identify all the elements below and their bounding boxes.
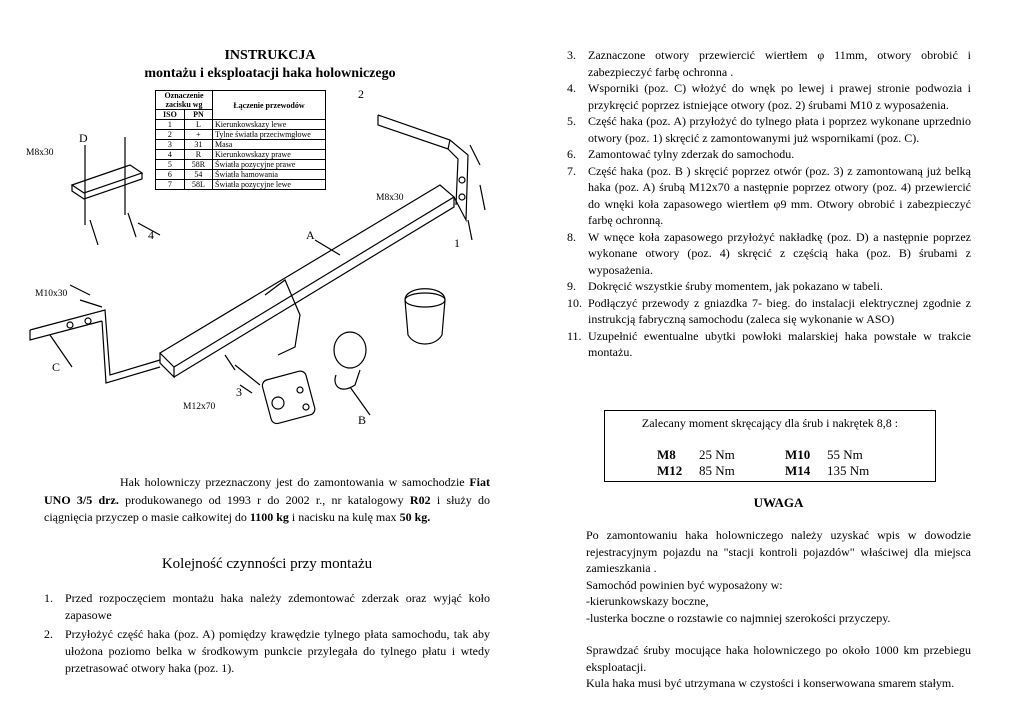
label-1: 1 — [454, 236, 460, 250]
warning-heading: UWAGA — [753, 495, 804, 510]
label-a: A — [306, 228, 315, 242]
wiring-header-group: Oznaczenie zacisku wg — [156, 91, 213, 110]
steps-heading: Kolejność czynności przy montażu — [161, 556, 373, 572]
wiring-cell-iso: 5 — [156, 160, 185, 170]
note-check-bolts: Sprawdzać śruby mocujące haka holowniczego po około 1000 km przebiegu eksploatacji. — [586, 643, 971, 674]
wiring-cell-iso: 2 — [156, 130, 185, 140]
step-text: Zamontować tylny zderzak do samochodu. — [588, 147, 795, 161]
step-item — [44, 590, 490, 624]
wiring-cell-desc: Światła pozycyjne prawe — [213, 160, 326, 170]
wiring-cell-iso: 4 — [156, 150, 185, 160]
torque-m14: M14 135 Nm — [785, 463, 870, 478]
step-text: Dokręcić wszystkie śruby momentem, jak pokazano w tabeli. — [588, 279, 883, 293]
step-number: 2. — [44, 627, 53, 641]
max-load: 50 kg. — [399, 510, 431, 524]
step-text: Zaznaczone otwory przewiercić wiertłem φ 11mm, otwory obrobić i zabezpieczyć farbę ochronna . — [588, 48, 971, 79]
wiring-cell-desc: Światła pozycyjne lewe — [213, 180, 326, 190]
note-registration: Po zamontowaniu haka holowniczego należy uzyskać wpis w dowodzie rejestracyjnym pojazdu na "stacji kontroli pojazdów" właściwej dla miejsca zamieszkania . — [586, 528, 971, 575]
wiring-cell-pn: 54 — [184, 170, 212, 180]
label-m8x30-left: M8x30 — [26, 148, 54, 158]
catalog-number: R02 — [409, 492, 431, 507]
wiring-cell-pn: 58R — [184, 160, 212, 170]
document-subtitle: montażu i eksploatacji haka holowniczego — [144, 66, 396, 81]
electrical-socket — [405, 289, 445, 344]
wiring-cell-desc: Światła hamowania — [213, 170, 326, 180]
step-number: 10. — [567, 295, 582, 310]
step-number: 4. — [567, 81, 576, 95]
step-item — [567, 278, 971, 295]
step-item — [567, 295, 971, 328]
wiring-col-iso: ISO — [156, 110, 185, 120]
wiring-cell-pn: 58L — [184, 180, 212, 190]
wiring-col-pn: PN — [184, 110, 212, 120]
plate-d — [72, 137, 142, 225]
step-number: 8. — [567, 229, 576, 244]
note-mirrors: -lusterka boczne o rozstawie co najmniej szerokości przyczepy. — [586, 610, 891, 625]
label-3: 3 — [236, 385, 242, 399]
step-number: 5. — [567, 114, 576, 128]
wiring-cell-iso: 7 — [156, 180, 185, 190]
step-number: 7. — [567, 163, 576, 178]
label-m8x30-right: M8x30 — [376, 193, 404, 203]
bolts — [70, 145, 485, 385]
torque-title: Zalecany moment skręcający dla śrub i nakrętek 8,8 : — [641, 416, 899, 430]
wiring-cell-pn: 31 — [184, 140, 212, 150]
step-text: Przyłożyć część haka (poz. A) pomiędzy krawędzie tylnego płata samochodu, tak aby ułożona poziomo belka w środkowym punkcie przylegała do tylnego płatu i wtedy przetrasować otwory haka (poz. 1). — [65, 627, 490, 675]
max-mass: 1100 kg — [249, 510, 289, 524]
steps-list-left — [44, 590, 490, 679]
wiring-cell-desc: Masa — [213, 140, 326, 150]
label-m12x70: M12x70 — [183, 402, 216, 412]
note-ball-maintenance: Kula haka musi być utrzymana w czystości i konserwowana smarem stałym. — [586, 676, 955, 690]
wiring-cell-iso: 3 — [156, 140, 185, 150]
warning-notes — [586, 527, 971, 692]
label-4: 4 — [148, 228, 154, 242]
step-number: 3. — [567, 48, 576, 62]
towbar-beam — [160, 185, 454, 377]
note-indicators: -kierunkowskazy boczne, — [586, 594, 709, 608]
step-number: 9. — [567, 279, 576, 293]
wiring-cell-desc: Tylne światła przeciwmgłowe — [213, 130, 326, 140]
torque-m12: M12 85 Nm — [657, 463, 735, 478]
wiring-header-connection: Łączenie przewodów — [213, 91, 326, 120]
note-equipment: Samochód powinien być wyposażony w: — [586, 577, 783, 592]
step-item — [567, 146, 971, 163]
step-item — [567, 328, 971, 361]
step-text: Wsporniki (poz. C) włożyć do wnęk po lewej i prawej stronie podwozia i przykręcić poprzez istniejące otwory (poz. 2) śrubami M10 z wyposażenia. — [588, 81, 971, 112]
step-number: 6. — [567, 147, 576, 161]
left-bracket — [30, 310, 160, 383]
car-model: Fiat UNO 3/5 drz. — [44, 475, 490, 507]
step-text: W wnęce koła zapasowego przyłożyć nakładkę (poz. D) a następnie poprzez wykonane otwory (poz. 4) skręcić z częścią haka (poz. B) śrubami z wyposażenia. — [588, 229, 971, 277]
step-item — [567, 47, 971, 80]
label-2: 2 — [358, 87, 364, 101]
label-c: C — [52, 360, 61, 374]
step-text: Podłączyć przewody z gniazdka 7- bieg. do instalacji elektrycznej zgodnie z instrukcją fabryczną samochodu (zaleca się wykonanie w ASO) — [588, 295, 971, 326]
step-item — [567, 113, 971, 146]
wiring-cell-pn: + — [184, 130, 212, 140]
step-item — [44, 626, 490, 677]
step-item — [567, 80, 971, 113]
wiring-cell-iso: 1 — [156, 120, 185, 130]
step-number: 11. — [567, 328, 582, 343]
step-item — [567, 229, 971, 279]
steps-list-right — [567, 47, 971, 361]
torque-table — [604, 410, 936, 482]
step-text: Przed rozpoczęciem montażu haka należy zdemontować zderzak oraz wyjąć koło zapasowe — [65, 591, 490, 622]
document-title: INSTRUKCJA — [224, 48, 316, 63]
wiring-cell-pn: R — [184, 150, 212, 160]
step-text: Część haka (poz. A) przyłożyć do tylnego płata i poprzez wykonane uprzednio otwory (poz. 1) skręcić z zamontowanymi już wspornikami (poz. C). — [588, 114, 971, 145]
step-number: 1. — [44, 591, 53, 605]
ball-hook — [261, 280, 366, 425]
wiring-cell-desc: Kierunkowskazy prawe — [213, 150, 326, 160]
wiring-cell-pn: L — [184, 120, 212, 130]
label-b: B — [358, 413, 367, 427]
label-m10x30: M10x30 — [35, 289, 68, 299]
towbar-description: Hak holowniczy przeznaczony jest do zamontowania w samochodzie Fiat UNO 3/5 drz. produkowanego od 1993 r do 2002 r., nr katalogowy R02 i służy do ciągnięcia przyczep o masie całkowitej do 1100 kg i nacisku na kulę max 50 kg. — [44, 475, 490, 524]
step-text: Część haka (poz. B ) skręcić poprzez otwór (poz. 3) z zamontowaną już belką haka (poz. A) śrubą M12x70 a następnie poprzez otwory (poz. 4) przewiercić do wnęki koła zapasowego wiertłem φ9 mm. Otwory obrobić i zabezpieczyć farbę ochronną. — [588, 163, 971, 227]
torque-m10: M10 55 Nm — [785, 447, 863, 462]
torque-m8: M8 25 Nm — [657, 447, 735, 462]
step-text: Uzupełnić ewentualne ubytki powłoki malarskiej haka powstałe w trakcie montażu. — [588, 328, 971, 359]
wiring-cell-iso: 6 — [156, 170, 185, 180]
label-d: D — [79, 131, 88, 145]
step-item — [567, 163, 971, 229]
wiring-cell-desc: Kierunkowskazy lewe — [213, 120, 326, 130]
